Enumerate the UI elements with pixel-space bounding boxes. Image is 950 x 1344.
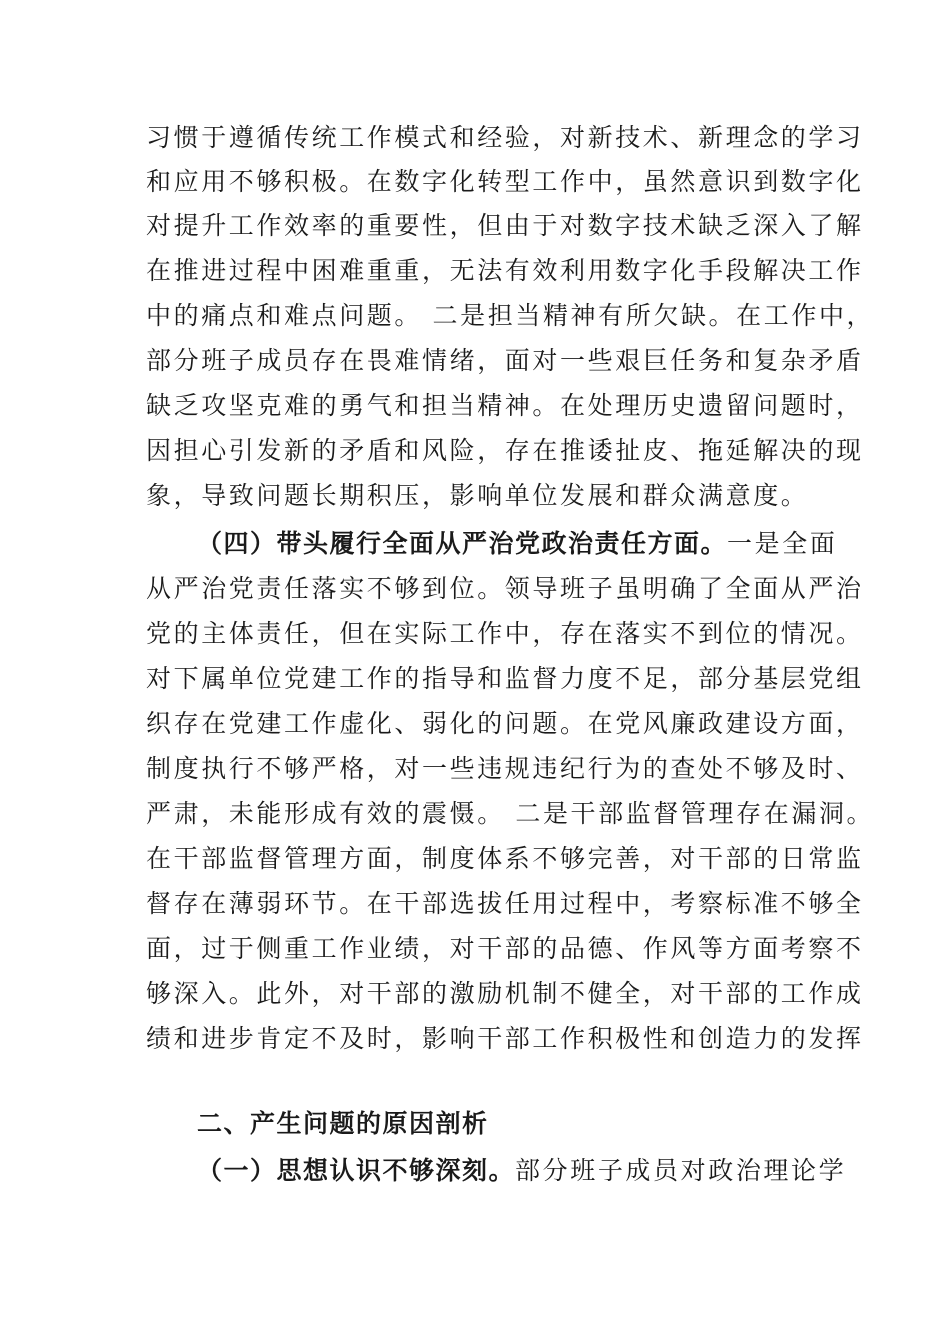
text-line: 从严治党责任落实不够到位。领导班子虽明确了全面从严治 bbox=[146, 574, 864, 603]
section-four-first-line bbox=[197, 524, 847, 564]
subsection-one-text: 部分班子成员对政治理论学 bbox=[515, 1156, 847, 1185]
text-line: 督存在薄弱环节。在干部选拔任用过程中，考察标准不够全 bbox=[146, 889, 864, 918]
text-line: 绩和进步肯定不及时，影响干部工作积极性和创造力的发挥 bbox=[146, 1024, 864, 1053]
text-line: 对下属单位党建工作的指导和监督力度不足，部分基层党组 bbox=[146, 664, 864, 693]
text-line: 面，过于侧重工作业绩，对干部的品德、作风等方面考察不 bbox=[146, 934, 864, 963]
text-line: 对提升工作效率的重要性，但由于对数字技术缺乏深入了解 bbox=[146, 211, 864, 240]
part-two-heading: 二、产生问题的原因剖析 bbox=[197, 1109, 489, 1138]
subsection-one-line bbox=[197, 1151, 847, 1191]
text-line: 党的主体责任，但在实际工作中，存在落实不到位的情况。 bbox=[146, 619, 864, 648]
section-four-heading: （四）带头履行全面从严治党政治责任方面。 bbox=[197, 529, 728, 558]
text-line: 中的痛点和难点问题。 二是担当精神有所欠缺。在工作中， bbox=[146, 301, 875, 330]
text-line: 够深入。此外，对干部的激励机制不健全，对干部的工作成 bbox=[146, 979, 864, 1008]
text-line: 制度执行不够严格，对一些违规违纪行为的查处不够及时、 bbox=[146, 754, 864, 783]
text-line: 和应用不够积极。在数字化转型工作中，虽然意识到数字化 bbox=[146, 167, 864, 196]
text-line: 部分班子成员存在畏难情绪，面对一些艰巨任务和复杂矛盾 bbox=[146, 346, 864, 375]
text-line: 在推进过程中困难重重，无法有效利用数字化手段解决工作 bbox=[146, 256, 864, 285]
section-four-first-line-text: 一是全面 bbox=[727, 529, 838, 558]
text-line: 在干部监督管理方面，制度体系不够完善，对干部的日常监 bbox=[146, 844, 864, 873]
text-line: 严肃，未能形成有效的震慑。 二是干部监督管理存在漏洞。 bbox=[146, 799, 875, 828]
text-line: 缺乏攻坚克难的勇气和担当精神。在处理历史遗留问题时， bbox=[146, 391, 864, 420]
text-line: 习惯于遵循传统工作模式和经验，对新技术、新理念的学习 bbox=[146, 123, 864, 152]
text-line: 织存在党建工作虚化、弱化的问题。在党风廉政建设方面， bbox=[146, 709, 864, 738]
text-line: 象，导致问题长期积压，影响单位发展和群众满意度。 bbox=[146, 481, 809, 510]
subsection-one-heading: （一）思想认识不够深刻。 bbox=[197, 1156, 516, 1185]
text-line: 因担心引发新的矛盾和风险，存在推诿扯皮、拖延解决的现 bbox=[146, 436, 864, 465]
